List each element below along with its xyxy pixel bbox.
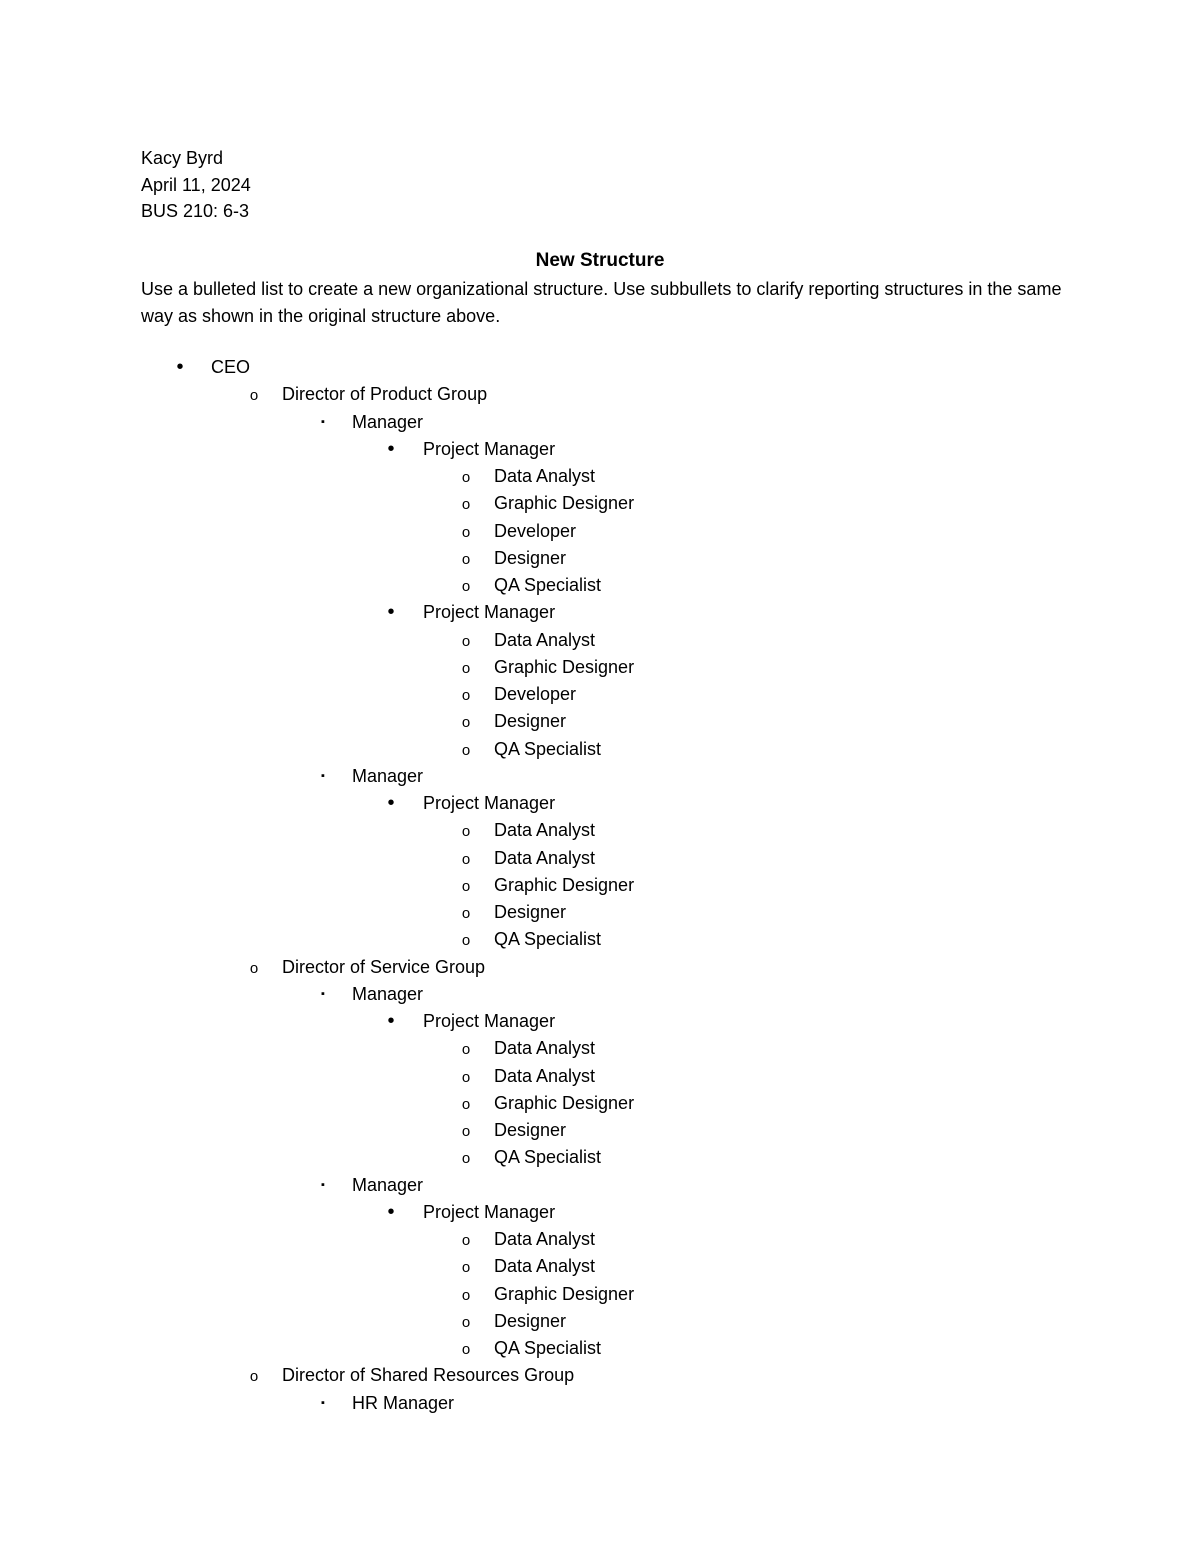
org-list-item-label: Data Analyst [494, 847, 596, 868]
circle-bullet-icon: o [249, 959, 259, 977]
org-list-item-label: Data Analyst [494, 1256, 596, 1277]
circle-bullet-icon: o [461, 741, 471, 759]
circle-bullet-icon: o [461, 550, 471, 568]
org-list-item [0, 1281, 1200, 1308]
org-list-item [0, 1117, 1200, 1144]
org-list-item [0, 708, 1200, 735]
org-list-item [0, 1144, 1200, 1171]
org-list-item [0, 1035, 1200, 1062]
square-bullet-icon: ▪ [321, 987, 325, 1000]
org-list-item-label: Designer [494, 902, 567, 922]
circle-bullet-icon: o [461, 578, 471, 595]
org-list-item-label: Manager [352, 411, 424, 432]
org-list-item-label: Project Manager [423, 793, 556, 813]
org-list-item [0, 409, 1200, 436]
org-list-item-label: Director of Service Group [282, 956, 486, 977]
circle-bullet-icon: o [461, 1150, 471, 1168]
square-bullet-icon: ▪ [321, 1396, 325, 1409]
org-list-item [0, 436, 1200, 463]
org-list-item-label: Graphic Designer [494, 1283, 635, 1304]
org-list-item-label: Developer [494, 684, 577, 704]
org-list-item-label: QA Specialist [494, 738, 602, 759]
org-list-item-label: Data Analyst [494, 1038, 596, 1059]
circle-bullet-icon: o [461, 1232, 471, 1249]
org-list-item [0, 681, 1200, 708]
circle-bullet-icon: o [461, 1313, 471, 1331]
org-list-item [0, 899, 1200, 926]
square-bullet-icon: ▪ [321, 769, 325, 782]
org-list-item [0, 463, 1200, 490]
org-list-item [0, 1390, 1200, 1417]
org-list-item-label: QA Specialist [494, 929, 602, 950]
org-list-item [0, 1253, 1200, 1280]
org-list-item [0, 790, 1200, 817]
org-list-item-label: Project Manager [423, 602, 556, 623]
org-list-item-label: Manager [352, 1174, 424, 1195]
org-list-item-label: Data Analyst [494, 1229, 596, 1249]
org-list-item [0, 954, 1200, 981]
org-list-item [0, 1335, 1200, 1362]
circle-bullet-icon: o [461, 1068, 471, 1086]
org-list-item-label: Developer [494, 520, 577, 541]
org-list-item [0, 926, 1200, 953]
circle-bullet-icon: o [249, 387, 259, 405]
instructions-paragraph: Use a bulleted list to create a new organizational structure. Use subbullets to clarify reporting structures in the same way as shown in the original structure above. [141, 279, 1062, 326]
org-list-item [0, 1308, 1200, 1335]
org-list-item [0, 736, 1200, 763]
org-list-item [0, 1362, 1200, 1389]
circle-bullet-icon: o [461, 659, 471, 677]
circle-bullet-icon: o [461, 1095, 471, 1113]
org-list-item [0, 1226, 1200, 1253]
org-list-item-label: QA Specialist [494, 575, 602, 595]
org-list-item-label: Data Analyst [494, 820, 596, 841]
circle-bullet-icon: o [461, 714, 471, 732]
org-list-item-label: Graphic Designer [494, 874, 635, 895]
org-list-item-label: Manager [352, 983, 424, 1004]
circle-bullet-icon: o [461, 905, 471, 922]
org-list-item-label: Designer [494, 1310, 567, 1331]
org-list-item-label: Data Analyst [494, 629, 596, 650]
org-list-item-label: Director of Shared Resources Group [282, 1365, 575, 1386]
org-list-item-label: Graphic Designer [494, 1092, 635, 1113]
org-list-item-label: QA Specialist [494, 1147, 602, 1168]
org-list-item-label: CEO [211, 357, 251, 377]
circle-bullet-icon: o [461, 523, 471, 541]
org-list-item [0, 763, 1200, 790]
org-list-item-label: Designer [494, 547, 567, 568]
square-bullet-icon: ▪ [321, 415, 325, 428]
org-list-item [0, 545, 1200, 572]
org-list-item [0, 845, 1200, 872]
org-list-item [0, 1090, 1200, 1117]
org-list-item [0, 872, 1200, 899]
org-list-item-label: QA Specialist [494, 1338, 602, 1358]
circle-bullet-icon: o [461, 932, 471, 950]
org-list-item [0, 572, 1200, 599]
org-list-item [0, 981, 1200, 1008]
org-list-item [0, 1199, 1200, 1226]
org-list-item-label: Graphic Designer [494, 656, 635, 677]
page-title: New Structure [535, 250, 665, 271]
circle-bullet-icon: o [461, 1341, 471, 1358]
circle-bullet-icon: o [461, 1123, 471, 1140]
circle-bullet-icon: o [461, 496, 471, 514]
disc-bullet-icon: • [387, 1200, 395, 1223]
org-list-item [0, 381, 1200, 408]
org-list-item-label: Project Manager [423, 1011, 556, 1031]
org-list-item [0, 1172, 1200, 1199]
org-list-item-label: Graphic Designer [494, 493, 635, 514]
org-list-item-label: Data Analyst [494, 466, 596, 486]
document-header [141, 145, 251, 225]
disc-bullet-icon: • [176, 356, 184, 378]
circle-bullet-icon: o [461, 632, 471, 650]
org-list-item-label: Project Manager [423, 1201, 556, 1222]
document-date: April 11, 2024 [141, 174, 251, 195]
disc-bullet-icon: • [387, 792, 395, 814]
circle-bullet-icon: o [461, 1286, 471, 1304]
org-list-item [0, 817, 1200, 844]
org-list-item-label: Designer [494, 1120, 567, 1140]
disc-bullet-icon: • [387, 1010, 395, 1032]
circle-bullet-icon: o [461, 823, 471, 841]
org-list-item-label: Project Manager [423, 438, 556, 459]
org-list-item [0, 1008, 1200, 1035]
org-list-item [0, 599, 1200, 626]
circle-bullet-icon: o [461, 850, 471, 868]
circle-bullet-icon: o [461, 1041, 471, 1059]
circle-bullet-icon: o [461, 687, 471, 704]
course-code: BUS 210: 6-3 [141, 201, 250, 221]
circle-bullet-icon: o [249, 1368, 259, 1386]
org-list-item-label: Data Analyst [494, 1065, 596, 1086]
org-list-item-label: Manager [352, 765, 424, 786]
author-name: Kacy Byrd [141, 148, 224, 168]
org-list-item-label: Designer [494, 711, 567, 732]
org-list-item [0, 654, 1200, 681]
circle-bullet-icon: o [461, 1259, 471, 1277]
org-list-item [0, 518, 1200, 545]
circle-bullet-icon: o [461, 877, 471, 895]
org-structure-list [0, 354, 1200, 1417]
org-list-item [0, 627, 1200, 654]
org-list-item-label: Director of Product Group [282, 384, 488, 405]
disc-bullet-icon: • [387, 601, 395, 624]
org-list-item [0, 490, 1200, 517]
org-list-item [0, 354, 1200, 381]
org-list-item [0, 1063, 1200, 1090]
org-list-item-label: HR Manager [352, 1392, 455, 1413]
square-bullet-icon: ▪ [321, 1178, 325, 1191]
circle-bullet-icon: o [461, 469, 471, 486]
disc-bullet-icon: • [387, 437, 395, 460]
